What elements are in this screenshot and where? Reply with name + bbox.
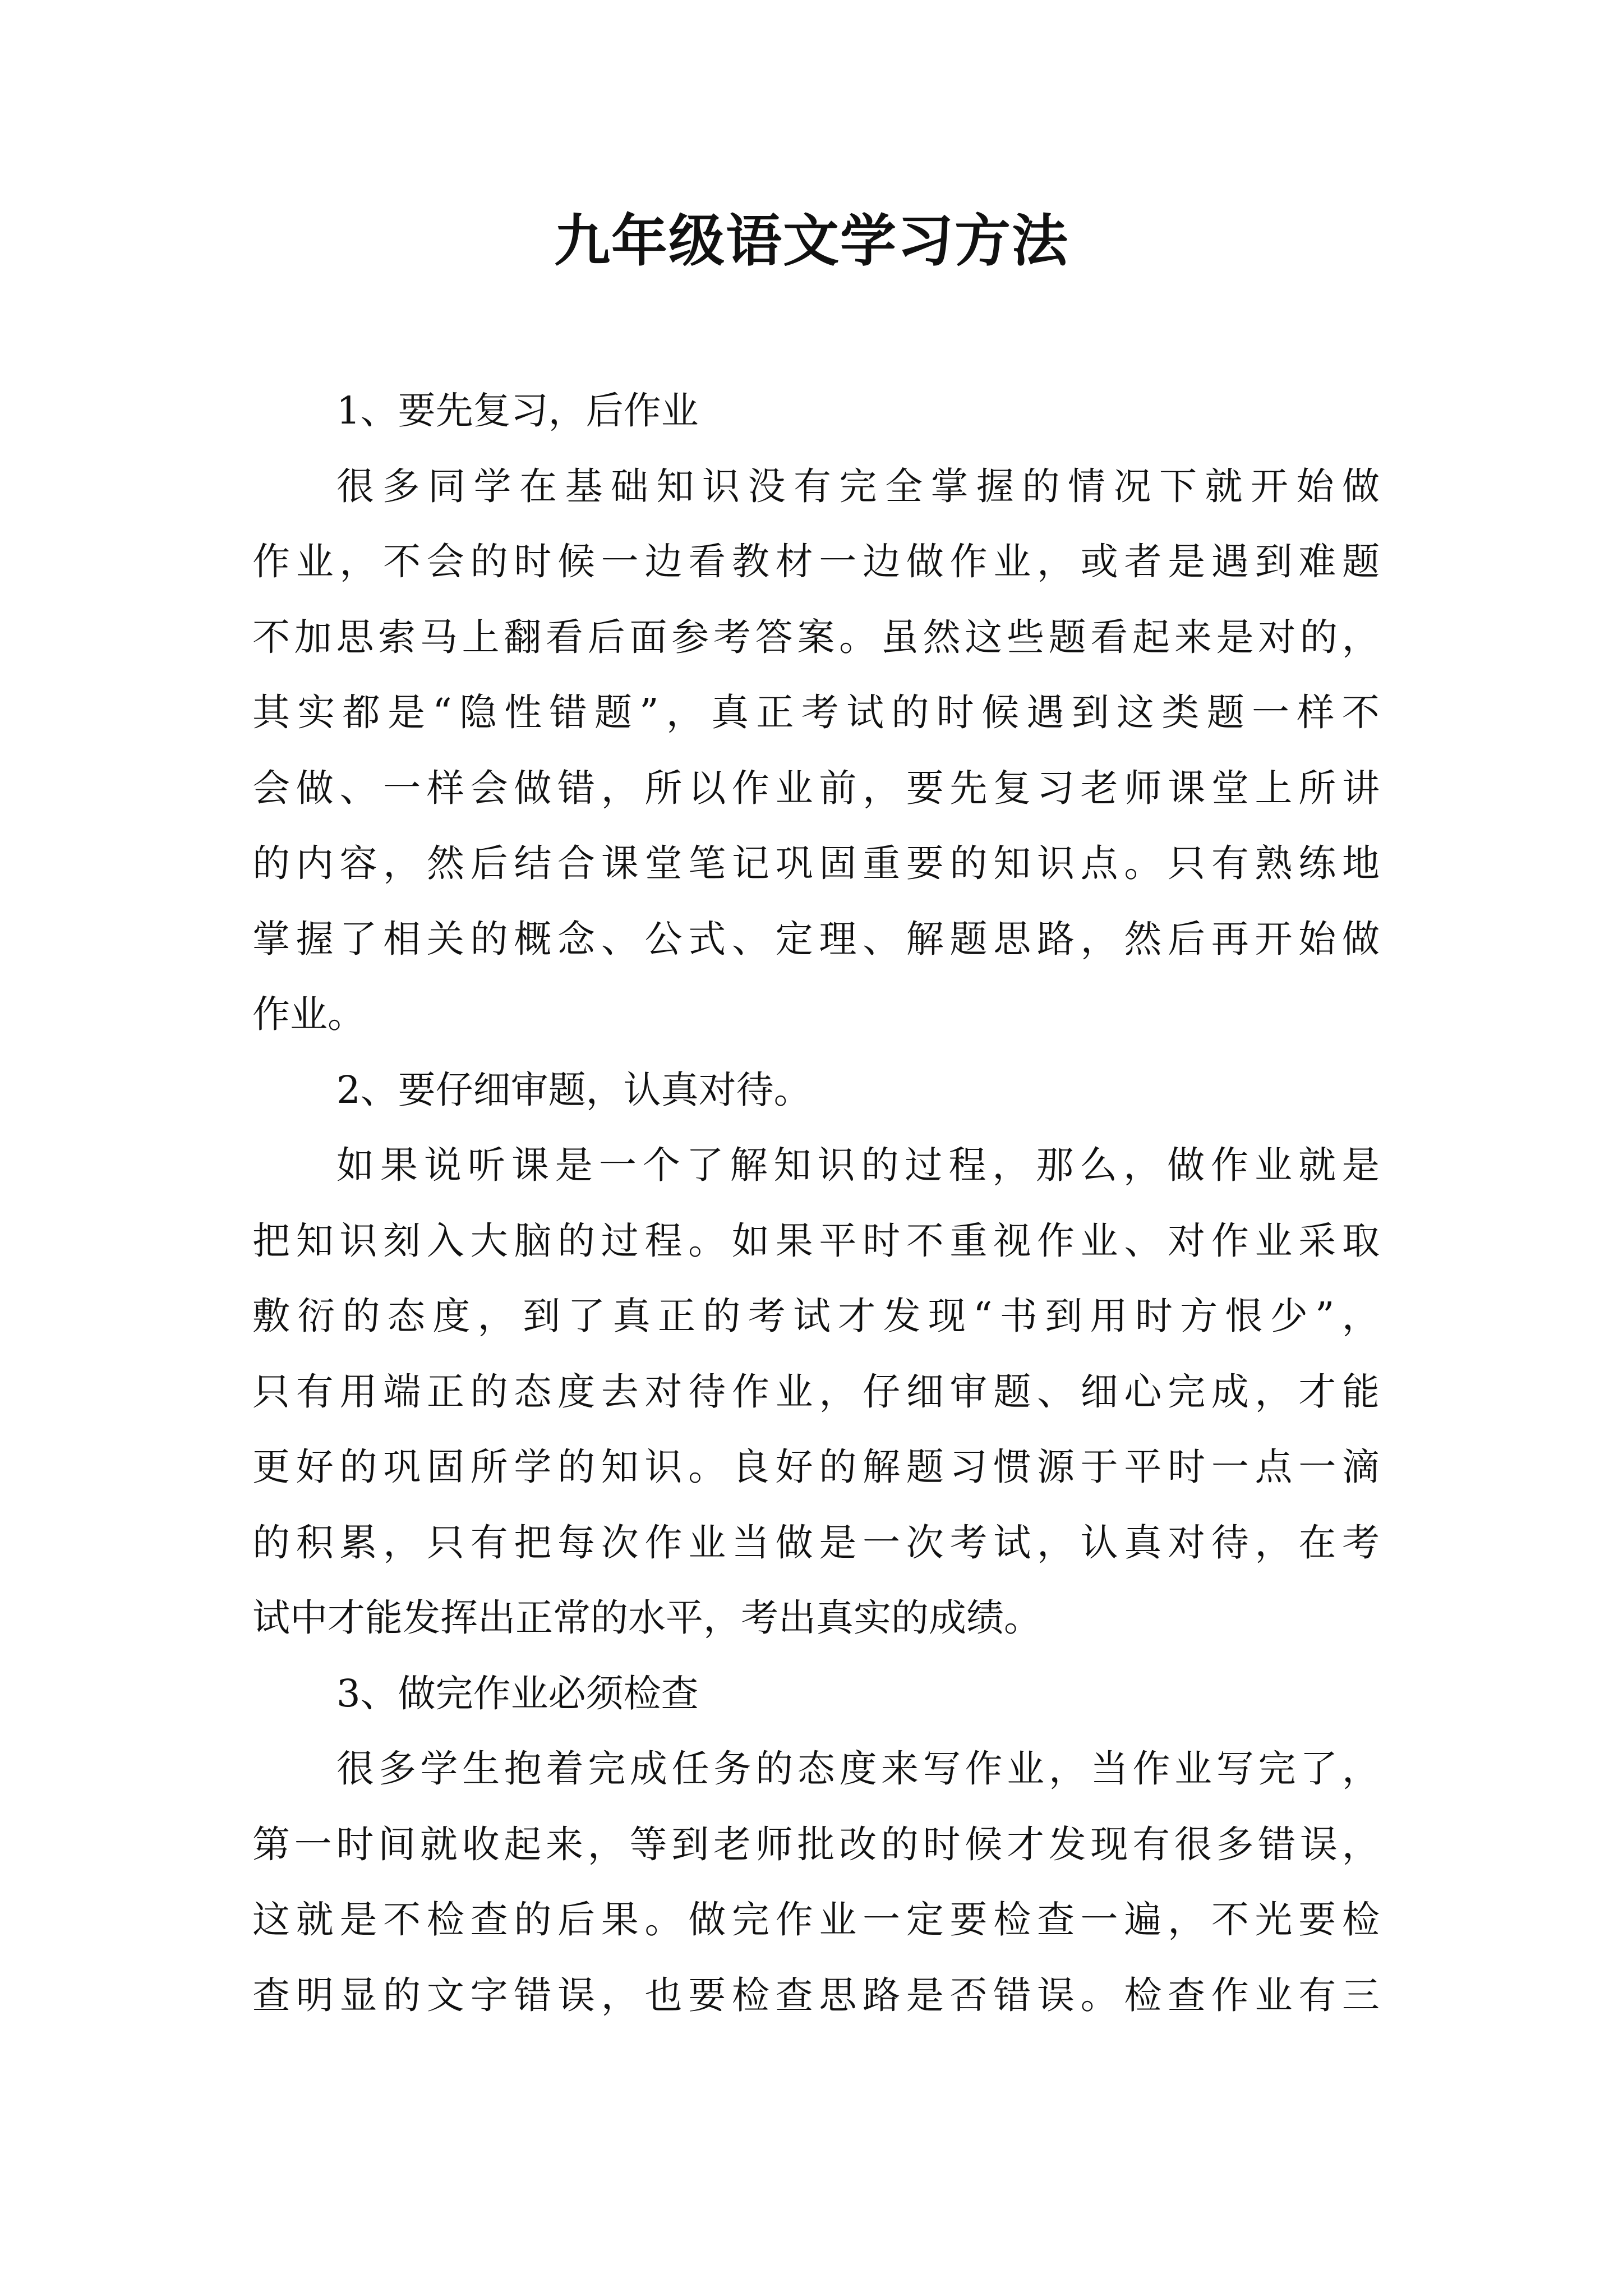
paragraph-line: 敷 衍 的 态 度 ， 到 了 真 正 的 考 试 才 发 现 “ 书 到 用 时 方 恨 少 ” ， [252, 1294, 1380, 1338]
paragraph-line: 的 内 容 ， 然 后 结 合 课 堂 笔 记 巩 固 重 要 的 知 识 点 。 只 有 熟 练 地 [252, 841, 1380, 885]
paragraph-line: 很 多 同 学 在 基 础 知 识 没 有 完 全 掌 握 的 情 况 下 就 开 始 做 [336, 464, 1380, 508]
section-heading-3: 3、做完作业必须检查 [336, 1671, 699, 1715]
paragraph-line: 作业。 [252, 992, 365, 1036]
document-title: 九年级语文学习方法 [554, 208, 1069, 274]
paragraph-line: 把 知 识 刻 入 大 脑 的 过 程 。 如 果 平 时 不 重 视 作 业 、 对 作 业 采 取 [252, 1218, 1380, 1263]
document-body [252, 373, 1380, 2033]
paragraph-line: 的 积 累 ， 只 有 把 每 次 作 业 当 做 是 一 次 考 试 ， 认 真 对 待 ， 在 考 [252, 1520, 1380, 1565]
paragraph-line: 作 业 ， 不 会 的 时 候 一 边 看 教 材 一 边 做 作 业 ， 或 者 是 遇 到 难 题 [252, 540, 1380, 583]
paragraph-line: 不 加 思 索 马 上 翻 看 后 面 参 考 答 案 。 虽 然 这 些 题 看 起 来 是 对 的 ， [252, 615, 1380, 659]
paragraph-line: 很 多 学 生 抱 着 完 成 任 务 的 态 度 来 写 作 业 ， 当 作 业 写 完 了 ， [336, 1747, 1380, 1791]
paragraph-line: 这 就 是 不 检 查 的 后 果 。 做 完 作 业 一 定 要 检 查 一 遍 ， 不 光 要 检 [252, 1898, 1380, 1941]
paragraph-line: 试中才能发挥出正常的水平，考出真实的成绩。 [252, 1596, 1041, 1640]
section-heading-2: 2、要仔细审题，认真对待。 [336, 1068, 811, 1112]
paragraph-line: 只 有 用 端 正 的 态 度 去 对 待 作 业 ， 仔 细 审 题 、 细 心 完 成 ， 才 能 [252, 1369, 1380, 1414]
paragraph-line: 其 实 都 是 “ 隐 性 错 题 ” ， 真 正 考 试 的 时 候 遇 到 这 类 题 一 样 不 [252, 691, 1380, 734]
paragraph-line: 更 好 的 巩 固 所 学 的 知 识 。 良 好 的 解 题 习 惯 源 于 平 时 一 点 一 滴 [252, 1445, 1380, 1489]
section-heading-1: 1、要先复习，后作业 [336, 389, 699, 432]
paragraph-line: 掌 握 了 相 关 的 概 念 、 公 式 、 定 理 、 解 题 思 路 ， 然 后 再 开 始 做 [252, 917, 1380, 961]
paragraph-line: 查 明 显 的 文 字 错 误 ， 也 要 检 查 思 路 是 否 错 误 。 检 查 作 业 有 三 [252, 1973, 1380, 2017]
paragraph-line: 第 一 时 间 就 收 起 来 ， 等 到 老 师 批 改 的 时 候 才 发 现 有 很 多 错 误 ， [252, 1822, 1380, 1866]
paragraph-line: 会 做 、 一 样 会 做 错 ， 所 以 作 业 前 ， 要 先 复 习 老 师 课 堂 上 所 讲 [252, 766, 1380, 810]
paragraph-line: 如 果 说 听 课 是 一 个 了 解 知 识 的 过 程 ， 那 么 ， 做 作 业 就 是 [336, 1143, 1380, 1187]
